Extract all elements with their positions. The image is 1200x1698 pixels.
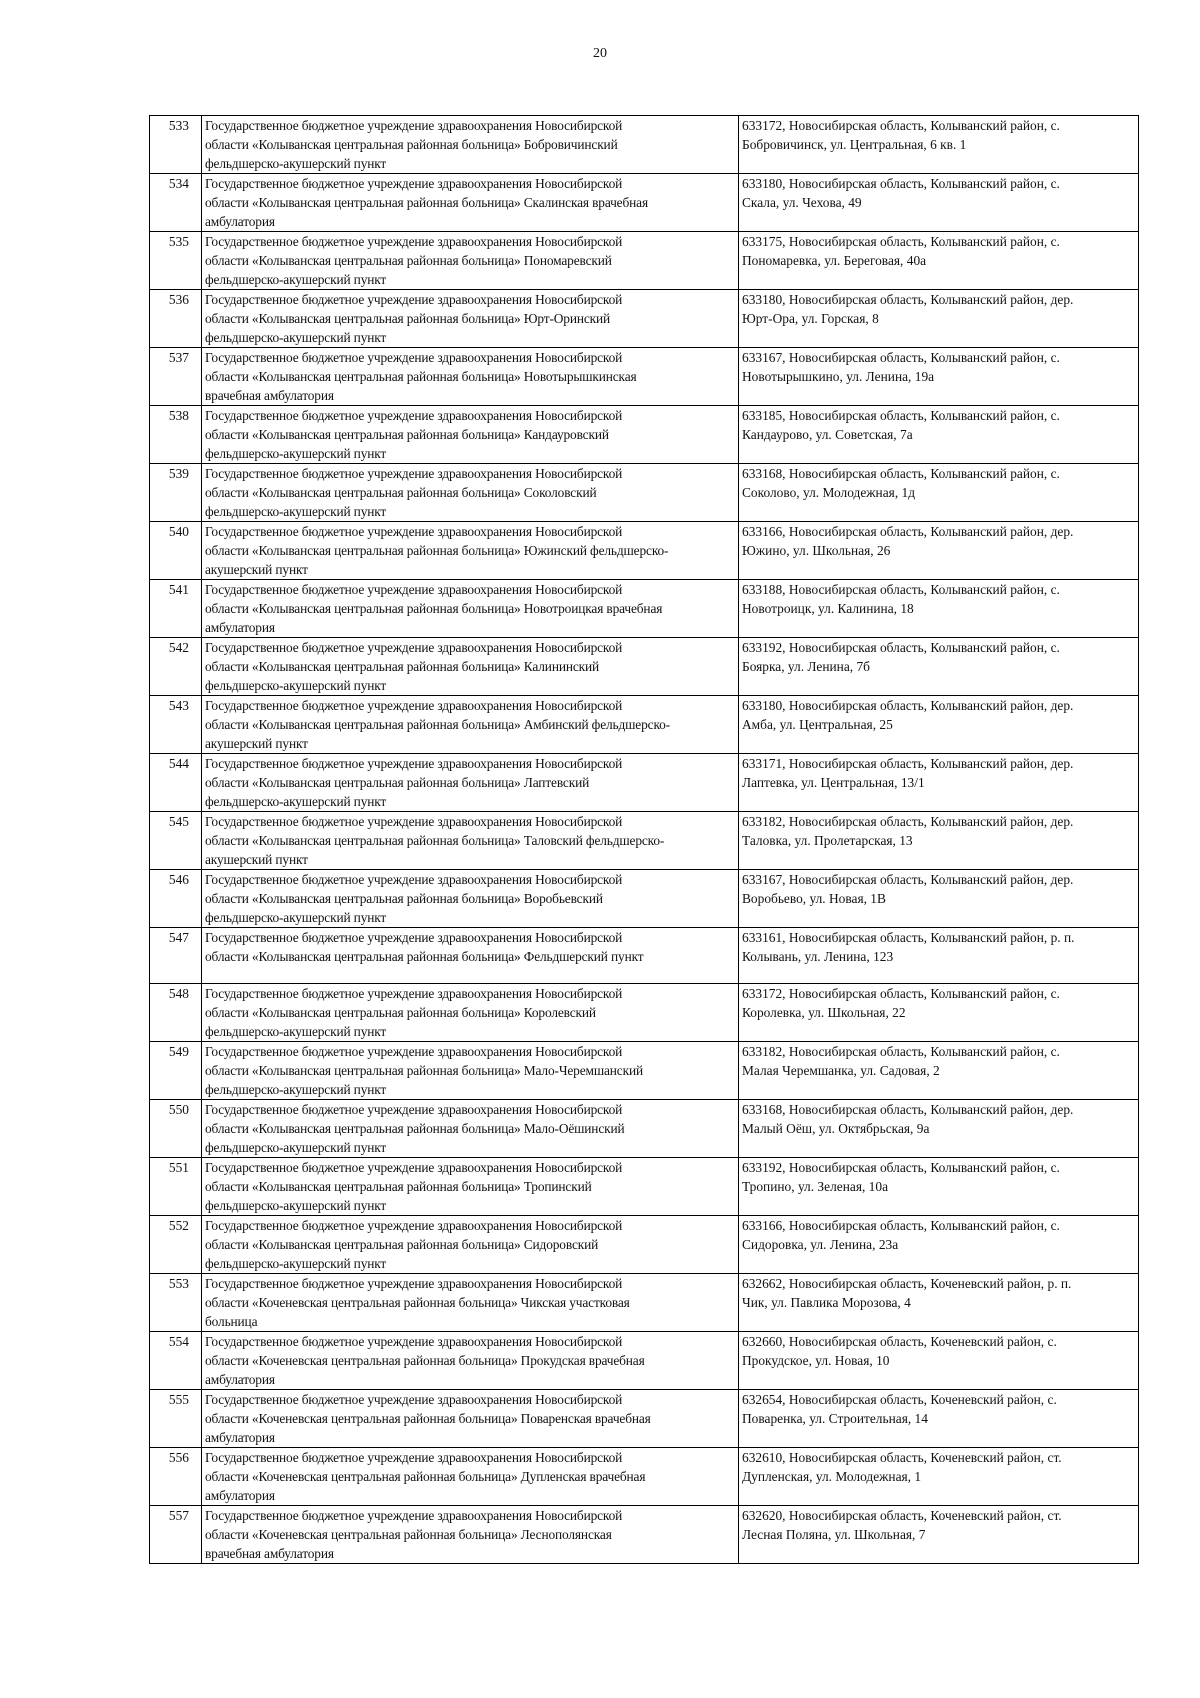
row-number-text: 553 — [168, 1276, 189, 1291]
institution-name-line: Государственное бюджетное учреждение здравоохранения Новосибирской — [205, 524, 623, 539]
institution-name-line: Государственное бюджетное учреждение здравоохранения Новосибирской — [205, 814, 623, 829]
institution-name — [202, 812, 739, 870]
institution-name-line: области «Коченевская центральная районная больница» Дупленская врачебная — [205, 1469, 646, 1484]
row-number — [150, 522, 202, 580]
table-row — [150, 580, 1139, 638]
table-row — [150, 1390, 1139, 1448]
institution-name — [202, 754, 739, 812]
institution-name — [202, 174, 739, 232]
institution-name-line: Государственное бюджетное учреждение здравоохранения Новосибирской — [205, 1334, 623, 1349]
institution-name — [202, 232, 739, 290]
address-line: 633182, Новосибирская область, Колыванский район, дер. — [742, 814, 1074, 829]
table-row — [150, 870, 1139, 928]
table-row — [150, 290, 1139, 348]
address-line: Скала, ул. Чехова, 49 — [742, 195, 862, 210]
institution-name-line: фельдшерско-акушерский пункт — [205, 794, 387, 809]
institution-name-line: амбулатория — [205, 620, 275, 635]
institution-address — [739, 580, 1139, 638]
institution-name-line: Государственное бюджетное учреждение здравоохранения Новосибирской — [205, 756, 623, 771]
institution-name-line: фельдшерско-акушерский пункт — [205, 1198, 387, 1213]
institution-name-line: Государственное бюджетное учреждение здравоохранения Новосибирской — [205, 1450, 623, 1465]
institution-name-line: Государственное бюджетное учреждение здравоохранения Новосибирской — [205, 1392, 623, 1407]
institution-name-line: Государственное бюджетное учреждение здравоохранения Новосибирской — [205, 350, 623, 365]
institution-address — [739, 928, 1139, 984]
address-line: 633167, Новосибирская область, Колыванский район, с. — [742, 350, 1060, 365]
institution-name — [202, 290, 739, 348]
institution-name — [202, 1274, 739, 1332]
institution-name-line: фельдшерско-акушерский пункт — [205, 1256, 387, 1271]
institution-name-line: Государственное бюджетное учреждение здравоохранения Новосибирской — [205, 234, 623, 249]
row-number-text: 547 — [168, 930, 189, 945]
address-line: Новотырышкино, ул. Ленина, 19а — [742, 369, 935, 384]
row-number-text: 533 — [168, 118, 189, 133]
row-number-text: 549 — [168, 1044, 189, 1059]
address-line: Поваренка, ул. Строительная, 14 — [742, 1411, 928, 1426]
row-number-text: 552 — [168, 1218, 189, 1233]
address-line: 633172, Новосибирская область, Колыванский район, с. — [742, 986, 1060, 1001]
institution-name-line: акушерский пункт — [205, 562, 308, 577]
institution-address — [739, 406, 1139, 464]
row-number — [150, 984, 202, 1042]
registry-table — [149, 115, 1139, 1564]
institution-address — [739, 348, 1139, 406]
address-line: 633167, Новосибирская область, Колыванский район, дер. — [742, 872, 1074, 887]
row-number — [150, 1042, 202, 1100]
institution-address — [739, 116, 1139, 174]
row-number — [150, 406, 202, 464]
address-line: 632610, Новосибирская область, Коченевский район, ст. — [742, 1450, 1062, 1465]
row-number — [150, 754, 202, 812]
institution-name-line: области «Коченевская центральная районная больница» Прокудская врачебная — [205, 1353, 645, 1368]
institution-name-line: Государственное бюджетное учреждение здравоохранения Новосибирской — [205, 118, 623, 133]
address-line: Тропино, ул. Зеленая, 10а — [742, 1179, 889, 1194]
institution-name — [202, 870, 739, 928]
row-number-text: 537 — [168, 350, 189, 365]
address-line: 633168, Новосибирская область, Колыванский район, с. — [742, 466, 1060, 481]
institution-name — [202, 580, 739, 638]
address-line: Чик, ул. Павлика Морозова, 4 — [742, 1295, 911, 1310]
institution-name-line: фельдшерско-акушерский пункт — [205, 330, 387, 345]
address-line: Прокудское, ул. Новая, 10 — [742, 1353, 890, 1368]
institution-address — [739, 1158, 1139, 1216]
institution-address — [739, 1390, 1139, 1448]
institution-name-line: области «Колыванская центральная районная больница» Амбинский фельдшерско- — [205, 717, 670, 732]
table-row — [150, 696, 1139, 754]
row-number — [150, 812, 202, 870]
institution-name-line: области «Колыванская центральная районная больница» Южинский фельдшерско- — [205, 543, 669, 558]
row-number-text: 541 — [168, 582, 189, 597]
address-line: Дупленская, ул. Молодежная, 1 — [742, 1469, 922, 1484]
institution-address — [739, 290, 1139, 348]
institution-address — [739, 522, 1139, 580]
institution-address — [739, 754, 1139, 812]
institution-address — [739, 870, 1139, 928]
address-line: Таловка, ул. Пролетарская, 13 — [742, 833, 913, 848]
institution-address — [739, 1100, 1139, 1158]
address-line: Колывань, ул. Ленина, 123 — [742, 949, 894, 964]
row-number-text: 556 — [168, 1450, 189, 1465]
row-number-text: 542 — [168, 640, 189, 655]
row-number — [150, 174, 202, 232]
address-line: Южино, ул. Школьная, 26 — [742, 543, 891, 558]
address-line: Соколово, ул. Молодежная, 1д — [742, 485, 916, 500]
table-row — [150, 1448, 1139, 1506]
row-number — [150, 1216, 202, 1274]
address-line: 633192, Новосибирская область, Колыванский район, с. — [742, 640, 1060, 655]
institution-address — [739, 638, 1139, 696]
institution-name-line: фельдшерско-акушерский пункт — [205, 504, 387, 519]
row-number-text: 543 — [168, 698, 189, 713]
row-number — [150, 1158, 202, 1216]
address-line: Лаптевка, ул. Центральная, 13/1 — [742, 775, 925, 790]
institution-name-line: области «Колыванская центральная районная больница» Скалинская врачебная — [205, 195, 648, 210]
institution-name-line: области «Колыванская центральная районная больница» Юрт-Оринский — [205, 311, 611, 326]
institution-name-line: врачебная амбулатория — [205, 388, 334, 403]
address-line: 633166, Новосибирская область, Колыванский район, с. — [742, 1218, 1060, 1233]
institution-address — [739, 232, 1139, 290]
row-number — [150, 232, 202, 290]
institution-name-line: Государственное бюджетное учреждение здравоохранения Новосибирской — [205, 986, 623, 1001]
row-number-text: 540 — [168, 524, 189, 539]
institution-name-line: области «Колыванская центральная районная больница» Тропинский — [205, 1179, 592, 1194]
row-number-text: 536 — [168, 292, 189, 307]
address-line: Новотроицк, ул. Калинина, 18 — [742, 601, 914, 616]
institution-name-line: области «Колыванская центральная районная больница» Бобровичинский — [205, 137, 618, 152]
institution-name — [202, 1390, 739, 1448]
row-number — [150, 1506, 202, 1564]
institution-name-line: Государственное бюджетное учреждение здравоохранения Новосибирской — [205, 698, 623, 713]
institution-name-line: области «Колыванская центральная районная больница» Таловский фельдшерско- — [205, 833, 665, 848]
institution-name-line: Государственное бюджетное учреждение здравоохранения Новосибирской — [205, 292, 623, 307]
institution-name-line: амбулатория — [205, 214, 275, 229]
institution-name — [202, 348, 739, 406]
institution-name — [202, 1100, 739, 1158]
row-number-text: 534 — [168, 176, 189, 191]
institution-name — [202, 928, 739, 984]
institution-name-line: Государственное бюджетное учреждение здравоохранения Новосибирской — [205, 1508, 623, 1523]
institution-address — [739, 174, 1139, 232]
address-line: Королевка, ул. Школьная, 22 — [742, 1005, 906, 1020]
institution-name-line: области «Колыванская центральная районная больница» Фельдшерский пункт — [205, 949, 644, 964]
row-number — [150, 638, 202, 696]
row-number — [150, 870, 202, 928]
row-number — [150, 348, 202, 406]
institution-name-line: фельдшерско-акушерский пункт — [205, 446, 387, 461]
institution-name-line: области «Колыванская центральная районная больница» Воробьевский — [205, 891, 603, 906]
institution-address — [739, 984, 1139, 1042]
institution-name-line: больница — [205, 1314, 258, 1329]
row-number-text: 546 — [168, 872, 189, 887]
institution-name-line: фельдшерско-акушерский пункт — [205, 910, 387, 925]
institution-name-line: акушерский пункт — [205, 736, 308, 751]
table-row — [150, 1274, 1139, 1332]
institution-name-line: амбулатория — [205, 1372, 275, 1387]
institution-name — [202, 406, 739, 464]
row-number-text: 538 — [168, 408, 189, 423]
table-row — [150, 174, 1139, 232]
row-number-text: 548 — [168, 986, 189, 1001]
institution-name-line: области «Коченевская центральная районная больница» Леснополянская — [205, 1527, 612, 1542]
row-number-text: 557 — [168, 1508, 189, 1523]
institution-name — [202, 1158, 739, 1216]
institution-name — [202, 696, 739, 754]
institution-address — [739, 1506, 1139, 1564]
institution-name-line: фельдшерско-акушерский пункт — [205, 272, 387, 287]
row-number — [150, 1100, 202, 1158]
row-number — [150, 290, 202, 348]
institution-name-line: Государственное бюджетное учреждение здравоохранения Новосибирской — [205, 1102, 623, 1117]
row-number — [150, 1332, 202, 1390]
address-line: 632662, Новосибирская область, Коченевский район, р. п. — [742, 1276, 1072, 1291]
address-line: 633188, Новосибирская область, Колыванский район, с. — [742, 582, 1060, 597]
institution-name — [202, 522, 739, 580]
institution-name-line: акушерский пункт — [205, 852, 308, 867]
page-number: 20 — [593, 46, 607, 61]
institution-name-line: области «Коченевская центральная районная больница» Чикская участковая — [205, 1295, 630, 1310]
address-line: 633180, Новосибирская область, Колыванский район, дер. — [742, 292, 1074, 307]
address-line: Кандаурово, ул. Советская, 7а — [742, 427, 913, 442]
address-line: Сидоровка, ул. Ленина, 23а — [742, 1237, 899, 1252]
institution-name — [202, 638, 739, 696]
institution-name-line: области «Колыванская центральная районная больница» Калининский — [205, 659, 600, 674]
address-line: 632660, Новосибирская область, Коченевский район, с. — [742, 1334, 1057, 1349]
institution-name-line: области «Колыванская центральная районная больница» Кандауровский — [205, 427, 609, 442]
table-row — [150, 1216, 1139, 1274]
institution-name-line: области «Колыванская центральная районная больница» Мало-Черемшанский — [205, 1063, 643, 1078]
institution-name — [202, 1216, 739, 1274]
table-row — [150, 522, 1139, 580]
institution-name — [202, 1332, 739, 1390]
institution-name-line: Государственное бюджетное учреждение здравоохранения Новосибирской — [205, 1218, 623, 1233]
table-row — [150, 1158, 1139, 1216]
institution-name-line: области «Колыванская центральная районная больница» Королевский — [205, 1005, 596, 1020]
address-line: 633180, Новосибирская область, Колыванский район, с. — [742, 176, 1060, 191]
address-line: 633161, Новосибирская область, Колыванский район, р. п. — [742, 930, 1075, 945]
row-number-text: 550 — [168, 1102, 189, 1117]
address-line: 633192, Новосибирская область, Колыванский район, с. — [742, 1160, 1060, 1175]
table-row — [150, 928, 1139, 984]
institution-name — [202, 464, 739, 522]
row-number-text: 555 — [168, 1392, 189, 1407]
institution-address — [739, 696, 1139, 754]
institution-name-line: области «Колыванская центральная районная больница» Соколовский — [205, 485, 597, 500]
row-number-text: 539 — [168, 466, 189, 481]
institution-address — [739, 464, 1139, 522]
registry-rows — [150, 116, 1139, 1564]
institution-name-line: фельдшерско-акушерский пункт — [205, 1140, 387, 1155]
row-number-text: 545 — [168, 814, 189, 829]
address-line: 633168, Новосибирская область, Колыванский район, дер. — [742, 1102, 1074, 1117]
institution-name-line: области «Колыванская центральная районная больница» Пономаревский — [205, 253, 612, 268]
institution-name-line: фельдшерско-акушерский пункт — [205, 156, 387, 171]
institution-address — [739, 812, 1139, 870]
row-number — [150, 580, 202, 638]
institution-name-line: области «Колыванская центральная районная больница» Сидоровский — [205, 1237, 599, 1252]
institution-address — [739, 1042, 1139, 1100]
table-row — [150, 754, 1139, 812]
institution-name — [202, 1042, 739, 1100]
address-line: Амба, ул. Центральная, 25 — [742, 717, 893, 732]
institution-address — [739, 1216, 1139, 1274]
institution-name-line: области «Колыванская центральная районная больница» Мало-Оёшинский — [205, 1121, 625, 1136]
address-line: Малая Черемшанка, ул. Садовая, 2 — [742, 1063, 940, 1078]
institution-name-line: области «Коченевская центральная районная больница» Поваренская врачебная — [205, 1411, 651, 1426]
row-number — [150, 464, 202, 522]
institution-name-line: Государственное бюджетное учреждение здравоохранения Новосибирской — [205, 872, 623, 887]
table-row — [150, 406, 1139, 464]
row-number-text: 551 — [168, 1160, 189, 1175]
row-number — [150, 928, 202, 984]
institution-name-line: Государственное бюджетное учреждение здравоохранения Новосибирской — [205, 1160, 623, 1175]
table-row — [150, 464, 1139, 522]
address-line: 633166, Новосибирская область, Колыванский район, дер. — [742, 524, 1074, 539]
institution-name — [202, 1448, 739, 1506]
institution-name-line: фельдшерско-акушерский пункт — [205, 1082, 387, 1097]
institution-name-line: Государственное бюджетное учреждение здравоохранения Новосибирской — [205, 1276, 623, 1291]
address-line: 633171, Новосибирская область, Колыванский район, дер. — [742, 756, 1074, 771]
institution-name-line: области «Колыванская центральная районная больница» Новотроицкая врачебная — [205, 601, 663, 616]
table-row — [150, 116, 1139, 174]
institution-address — [739, 1448, 1139, 1506]
address-line: 633175, Новосибирская область, Колыванский район, с. — [742, 234, 1060, 249]
table-row — [150, 1100, 1139, 1158]
address-line: 632654, Новосибирская область, Коченевский район, с. — [742, 1392, 1057, 1407]
institution-name-line: Государственное бюджетное учреждение здравоохранения Новосибирской — [205, 640, 623, 655]
row-number — [150, 116, 202, 174]
address-line: Пономаревка, ул. Береговая, 40а — [742, 253, 927, 268]
address-line: 632620, Новосибирская область, Коченевский район, ст. — [742, 1508, 1062, 1523]
institution-name — [202, 116, 739, 174]
table-row — [150, 1506, 1139, 1564]
address-line: 633172, Новосибирская область, Колыванский район, с. — [742, 118, 1060, 133]
institution-name-line: врачебная амбулатория — [205, 1546, 334, 1561]
institution-name-line: Государственное бюджетное учреждение здравоохранения Новосибирской — [205, 466, 623, 481]
address-line: Воробьево, ул. Новая, 1В — [742, 891, 886, 906]
institution-address — [739, 1332, 1139, 1390]
table-row — [150, 1332, 1139, 1390]
row-number — [150, 1390, 202, 1448]
table-row — [150, 812, 1139, 870]
table-row — [150, 984, 1139, 1042]
table-row — [150, 638, 1139, 696]
table-row — [150, 232, 1139, 290]
address-line: Бобровичинск, ул. Центральная, 6 кв. 1 — [742, 137, 967, 152]
institution-name — [202, 1506, 739, 1564]
row-number-text: 535 — [168, 234, 189, 249]
address-line: Боярка, ул. Ленина, 7б — [742, 659, 870, 674]
institution-name-line: амбулатория — [205, 1430, 275, 1445]
institution-name-line: Государственное бюджетное учреждение здравоохранения Новосибирской — [205, 176, 623, 191]
address-line: 633180, Новосибирская область, Колыванский район, дер. — [742, 698, 1074, 713]
row-number — [150, 1448, 202, 1506]
institution-name — [202, 984, 739, 1042]
institution-name-line: области «Колыванская центральная районная больница» Новотырышкинская — [205, 369, 637, 384]
address-line: Лесная Поляна, ул. Школьная, 7 — [742, 1527, 926, 1542]
table-row — [150, 348, 1139, 406]
row-number-text: 554 — [168, 1334, 189, 1349]
institution-name-line: Государственное бюджетное учреждение здравоохранения Новосибирской — [205, 1044, 623, 1059]
institution-name-line: Государственное бюджетное учреждение здравоохранения Новосибирской — [205, 408, 623, 423]
row-number-text: 544 — [168, 756, 189, 771]
institution-name-line: области «Колыванская центральная районная больница» Лаптевский — [205, 775, 590, 790]
address-line: Юрт-Ора, ул. Горская, 8 — [742, 311, 879, 326]
institution-name-line: амбулатория — [205, 1488, 275, 1503]
row-number — [150, 696, 202, 754]
row-number — [150, 1274, 202, 1332]
institution-name-line: фельдшерско-акушерский пункт — [205, 678, 387, 693]
address-line: 633182, Новосибирская область, Колыванский район, с. — [742, 1044, 1060, 1059]
address-line: Малый Оёш, ул. Октябрьская, 9а — [742, 1121, 930, 1136]
address-line: 633185, Новосибирская область, Колыванский район, с. — [742, 408, 1060, 423]
institution-name-line: фельдшерско-акушерский пункт — [205, 1024, 387, 1039]
institution-name-line: Государственное бюджетное учреждение здравоохранения Новосибирской — [205, 930, 623, 945]
institution-name-line: Государственное бюджетное учреждение здравоохранения Новосибирской — [205, 582, 623, 597]
table-row — [150, 1042, 1139, 1100]
institution-address — [739, 1274, 1139, 1332]
